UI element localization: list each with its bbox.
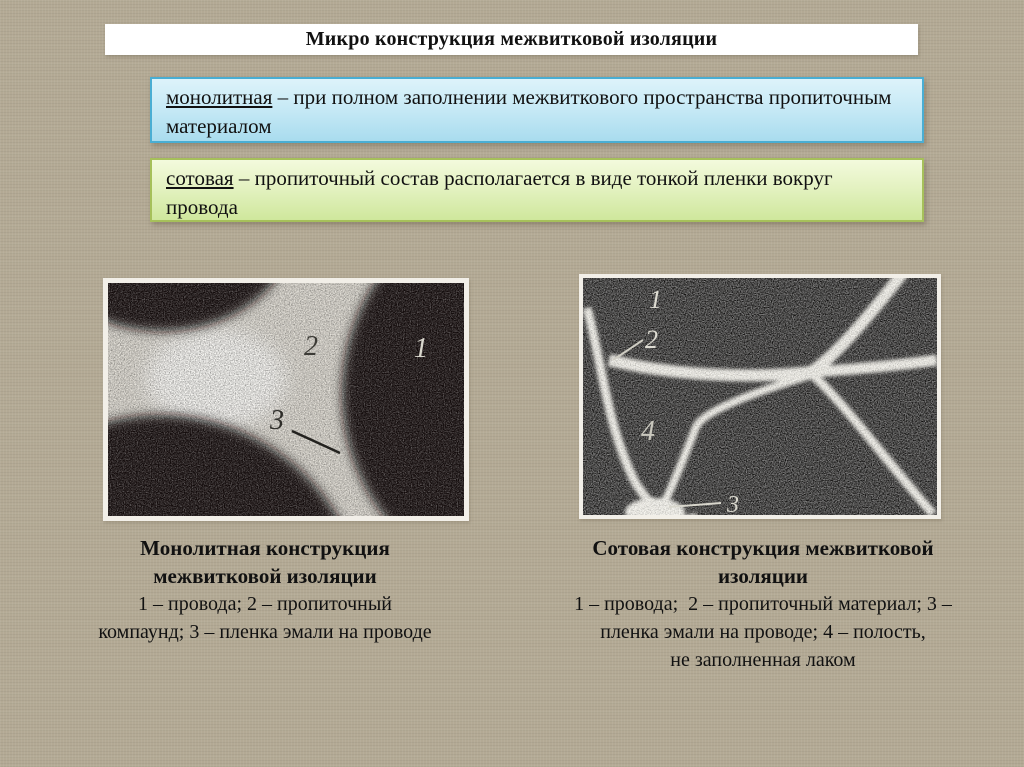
figure-label-4: 4 bbox=[641, 416, 655, 447]
definition-cellular-text: – пропиточный состав располагается в виде тонкой пленки вокруг провода bbox=[166, 166, 833, 219]
caption-title-line: Монолитная конструкция bbox=[140, 536, 390, 560]
caption-title-line: межвитковой изоляции bbox=[153, 564, 377, 588]
definition-monolithic-text: – при полном заполнении межвиткового пространства пропиточным материалом bbox=[166, 85, 892, 138]
figure-label-1: 1 bbox=[414, 333, 428, 364]
slide-title: Микро конструкция межвитковой изоляции bbox=[305, 28, 718, 50]
figure-cellular-micrograph bbox=[579, 274, 941, 519]
cellular-micrograph-image bbox=[583, 278, 937, 515]
monolithic-micrograph-image bbox=[108, 283, 464, 516]
term-cellular: сотовая bbox=[166, 166, 234, 190]
figure-label-3: 3 bbox=[270, 405, 284, 436]
figure-monolithic-micrograph bbox=[103, 278, 469, 521]
caption-legend-line: не заполненная лаком bbox=[670, 649, 856, 671]
figure-label-2: 2 bbox=[645, 325, 658, 354]
slide-title-bar bbox=[105, 24, 918, 55]
film-grain-light bbox=[108, 283, 464, 516]
film-grain-dark bbox=[583, 278, 937, 515]
caption-cellular bbox=[518, 534, 1008, 674]
figure-label-3: 3 bbox=[727, 492, 739, 515]
caption-legend-line: 1 – провода; 2 – пропиточный bbox=[137, 593, 392, 615]
caption-monolithic bbox=[60, 534, 470, 646]
figure-label-1: 1 bbox=[649, 285, 662, 314]
caption-legend-line: 1 – провода; 2 – пропиточный материал; 3 – bbox=[574, 593, 952, 615]
caption-legend-line: компаунд; 3 – пленка эмали на проводе bbox=[98, 621, 432, 643]
caption-title-line: Сотовая конструкция межвитковой bbox=[592, 536, 934, 560]
figure-label-2: 2 bbox=[304, 331, 318, 362]
caption-title-line: изоляции bbox=[717, 564, 809, 588]
definition-box-monolithic bbox=[150, 77, 924, 143]
definition-box-cellular bbox=[150, 158, 924, 222]
term-monolithic: монолитная bbox=[166, 85, 273, 109]
caption-legend-line: пленка эмали на проводе; 4 – полость, bbox=[600, 621, 926, 643]
